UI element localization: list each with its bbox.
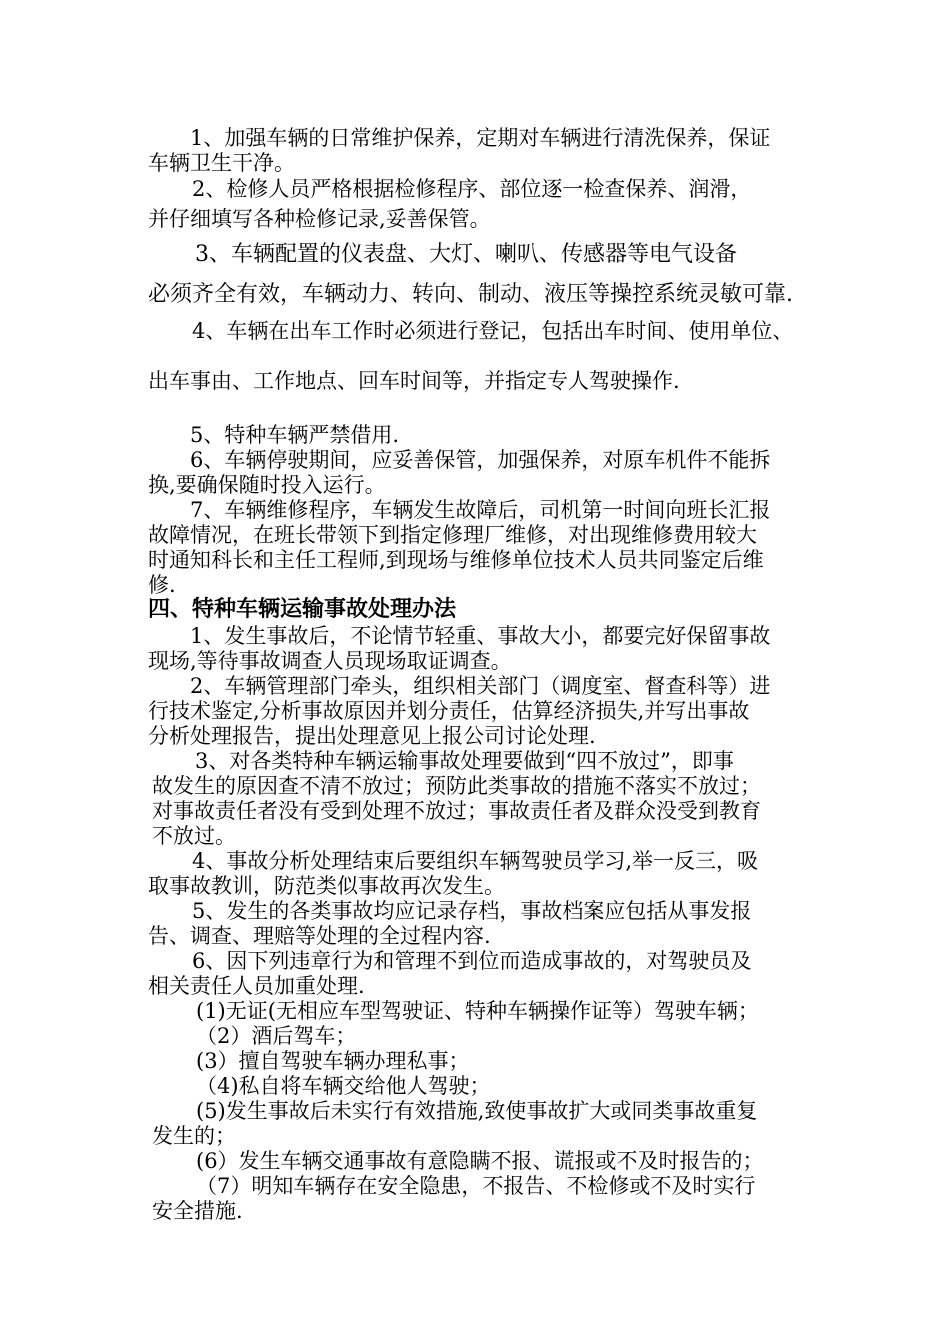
accident-item-2-line-3: 分析处理报告，提出处理意见上报公司讨论处理. [148, 724, 596, 748]
maintenance-item-6-line-2: 换,要确保随时投入运行。 [148, 473, 386, 497]
violation-7-line-2: 安全措施. [152, 1199, 243, 1223]
accident-item-5-line-2: 告、调查、理赔等处理的全过程内容. [148, 924, 491, 948]
accident-item-3-line-1: 3、对各类特种车辆运输事故处理要做到“四不放过”，即事 [195, 749, 734, 773]
accident-item-2-line-2: 行技术鉴定,分析事故原因并划分责任，估算经济损失,并写出事故 [148, 699, 750, 723]
accident-item-3-line-3: 对事故责任者没有受到处理不放过；事故责任者及群众没受到教育 [152, 799, 761, 823]
accident-item-4-line-2: 取事故教训，防范类似事故再次发生。 [148, 874, 505, 898]
violation-4: （4)私自将车辆交给他人驾驶； [196, 1074, 491, 1098]
maintenance-item-2-line-1: 2、检修人员严格根据检修程序、部位逐一检查保养、润滑， [192, 177, 752, 201]
violation-5-line-2: 发生的； [152, 1124, 236, 1148]
maintenance-item-7-line-4: 修. [148, 573, 176, 597]
maintenance-item-1-line-2: 车辆卫生干净。 [148, 151, 295, 175]
maintenance-item-1-line-1: 1、加强车辆的日常维护保养，定期对车辆进行清洗保养，保证 [190, 126, 771, 150]
maintenance-item-4-line-2: 出车事由、工作地点、回车时间等，并指定专人驾驶操作. [148, 369, 680, 393]
violation-5-line-1: (5)发生事故后未实行有效措施,致使事故扩大或同类事故重复 [196, 1099, 758, 1123]
accident-item-6-line-1: 6、因下列违章行为和管理不到位而造成事故的，对驾驶员及 [192, 949, 752, 973]
accident-item-3-line-2: 故发生的原因查不清不放过；预防此类事故的措施不落实不放过； [152, 774, 761, 798]
maintenance-item-6-line-1: 6、车辆停驶期间，应妥善保管，加强保养，对原车机件不能拆 [190, 448, 771, 472]
accident-item-3-line-4: 不放过。 [152, 824, 236, 848]
accident-item-5-line-1: 5、发生的各类事故均应记录存档，事故档案应包括从事发报 [192, 899, 752, 923]
maintenance-item-2-line-2: 并仔细填写各种检修记录,妥善保管。 [148, 207, 491, 231]
maintenance-item-3-line-1: 3、车辆配置的仪表盘、大灯、喇叭、传感器等电气设备 [195, 242, 737, 267]
maintenance-item-7-line-3: 时通知科长和主任工程师,到现场与维修单位技术人员共同鉴定后维 [148, 548, 764, 572]
maintenance-item-7-line-1: 7、车辆维修程序，车辆发生故障后，司机第一时间向班长汇报 [190, 498, 771, 522]
maintenance-item-5-line-1: 5、特种车辆严禁借用. [190, 423, 400, 447]
maintenance-item-3-line-2: 必须齐全有效，车辆动力、转向、制动、液压等操控系统灵敏可靠. [148, 282, 793, 307]
violation-7-line-1: （7）明知车辆存在安全隐患，不报告、不检修或不及时实行 [196, 1174, 756, 1198]
maintenance-item-4-line-1: 4、车辆在出车工作时必须进行登记，包括出车时间、使用单位、 [192, 319, 794, 343]
accident-item-2-line-1: 2、车辆管理部门牵头，组织相关部门（调度室、督查科等）进 [190, 674, 771, 698]
violation-3: (3）擅自驾驶车辆办理私事； [196, 1049, 470, 1073]
maintenance-item-7-line-2: 故障情况，在班长带领下到指定修理厂维修，对出现维修费用较大 [148, 523, 757, 547]
accident-item-6-line-2: 相关责任人员加重处理. [148, 974, 365, 998]
accident-item-1-line-1: 1、发生事故后，不论情节轻重、事故大小，都要完好保留事故 [190, 624, 771, 648]
violation-2: （2）酒后驾车； [196, 1024, 357, 1048]
violation-1: (1)无证(无相应车型驾驶证、特种车辆操作证等）驾驶车辆； [196, 999, 759, 1023]
section-title: 四、特种车辆运输事故处理办法 [148, 597, 457, 622]
accident-item-1-line-2: 现场,等待事故调查人员现场取证调查。 [148, 649, 512, 673]
violation-6: (6）发生车辆交通事故有意隐瞒不报、谎报或不及时报告的； [196, 1149, 764, 1173]
accident-item-4-line-1: 4、事故分析处理结束后要组织车辆驾驶员学习,举一反三，吸 [192, 849, 759, 873]
